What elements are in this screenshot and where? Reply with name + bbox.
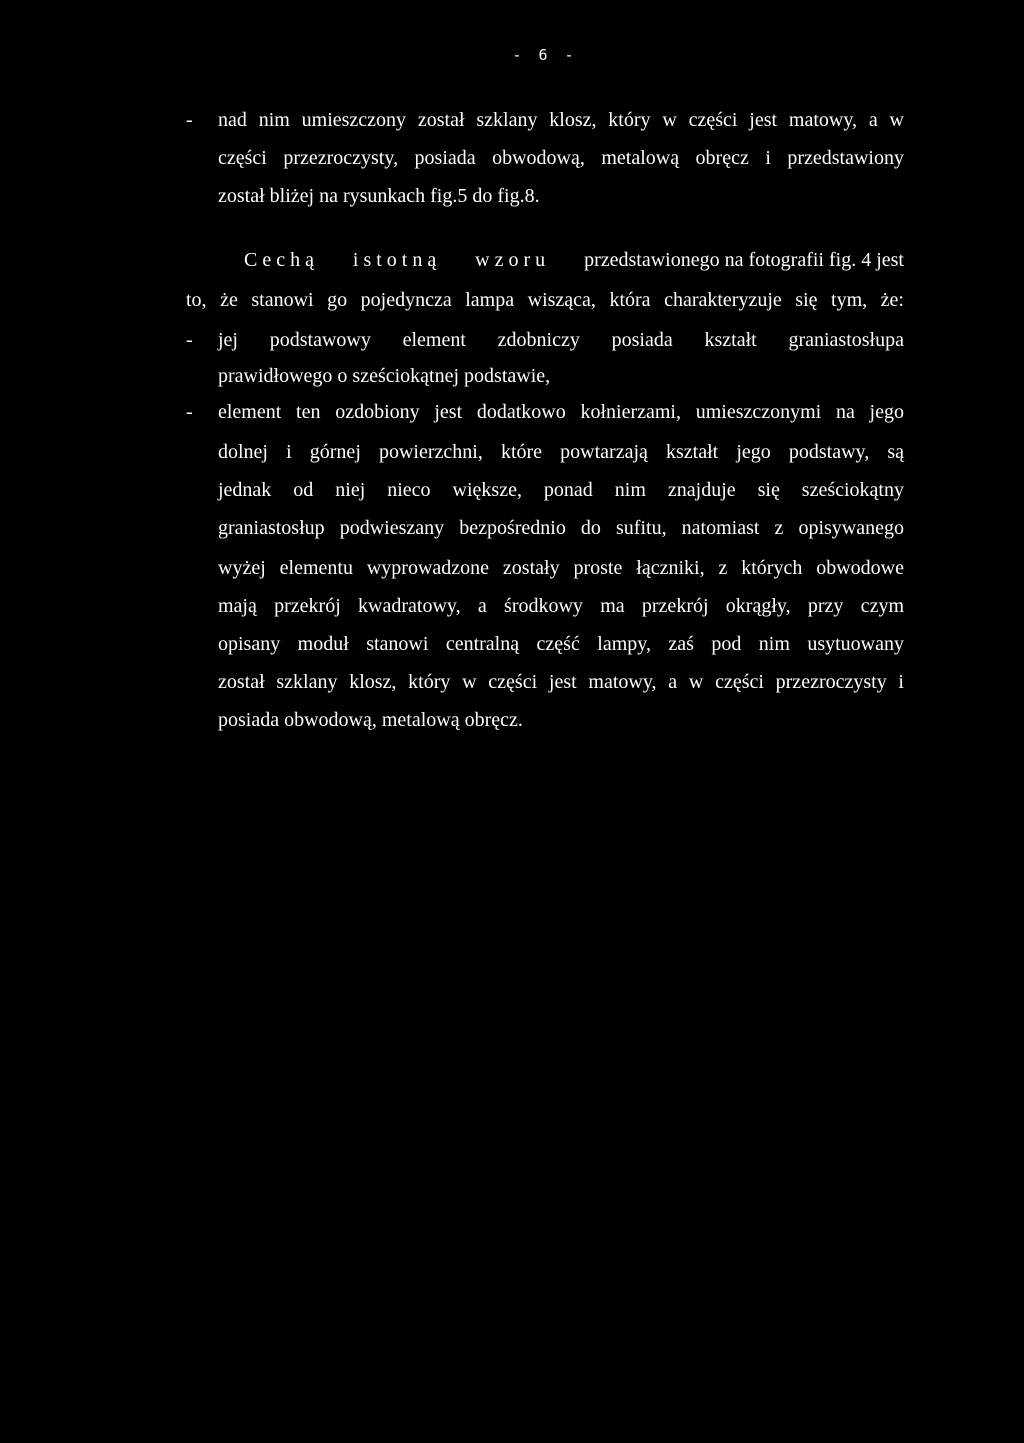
text-line: został szklany klosz, który w części jest matowy, a w części przezroczysty i [218,671,904,693]
text-line: został bliżej na rysunkach fig.5 do fig.8. [218,185,540,207]
page-number: - 6 - [512,46,578,64]
emphasis-word: istotną [352,249,442,271]
text-line: posiada obwodową, metalową obręcz. [218,709,523,731]
emphasis-word: Cechą [244,249,319,271]
text-line: to, że stanowi go pojedyncza lampa wisząca, która charakteryzuje się tym, że: [186,289,904,311]
text-line: mają przekrój kwadratowy, a środkowy ma przekrój okrągły, przy czym [218,595,904,617]
text-line: jej podstawowy element zdobniczy posiada kształt graniastosłupa [218,329,904,351]
text-line: opisany moduł stanowi centralną część lampy, zaś pod nim usytuowany [218,633,904,655]
list-dash: - [186,109,193,131]
text-line: wyżej elementu wyprowadzone zostały proste łączniki, z których obwodowe [218,557,904,579]
text-fragment: przedstawionego na fotografii fig. 4 jest [584,249,904,271]
list-dash: - [186,401,193,423]
text-line: prawidłowego o sześciokątnej podstawie, [218,365,551,387]
list-dash: - [186,329,193,351]
text-line: nad nim umieszczony został szklany klosz, który w części jest matowy, a w [218,109,904,131]
text-line: jednak od niej nieco większe, ponad nim znajduje się sześciokątny [218,479,904,501]
paragraph-line-1 [244,248,904,272]
text-line: części przezroczysty, posiada obwodową, metalową obręcz i przedstawiony [218,147,904,169]
text-line: element ten ozdobiony jest dodatkowo kołnierzami, umieszczonymi na jego [218,401,904,423]
text-line: dolnej i górnej powierzchni, które powtarzają kształt jego podstawy, są [218,441,904,463]
emphasis-word: wzoru [475,249,551,271]
text-line: graniastosłup podwieszany bezpośrednio do sufitu, natomiast z opisywanego [218,517,904,539]
